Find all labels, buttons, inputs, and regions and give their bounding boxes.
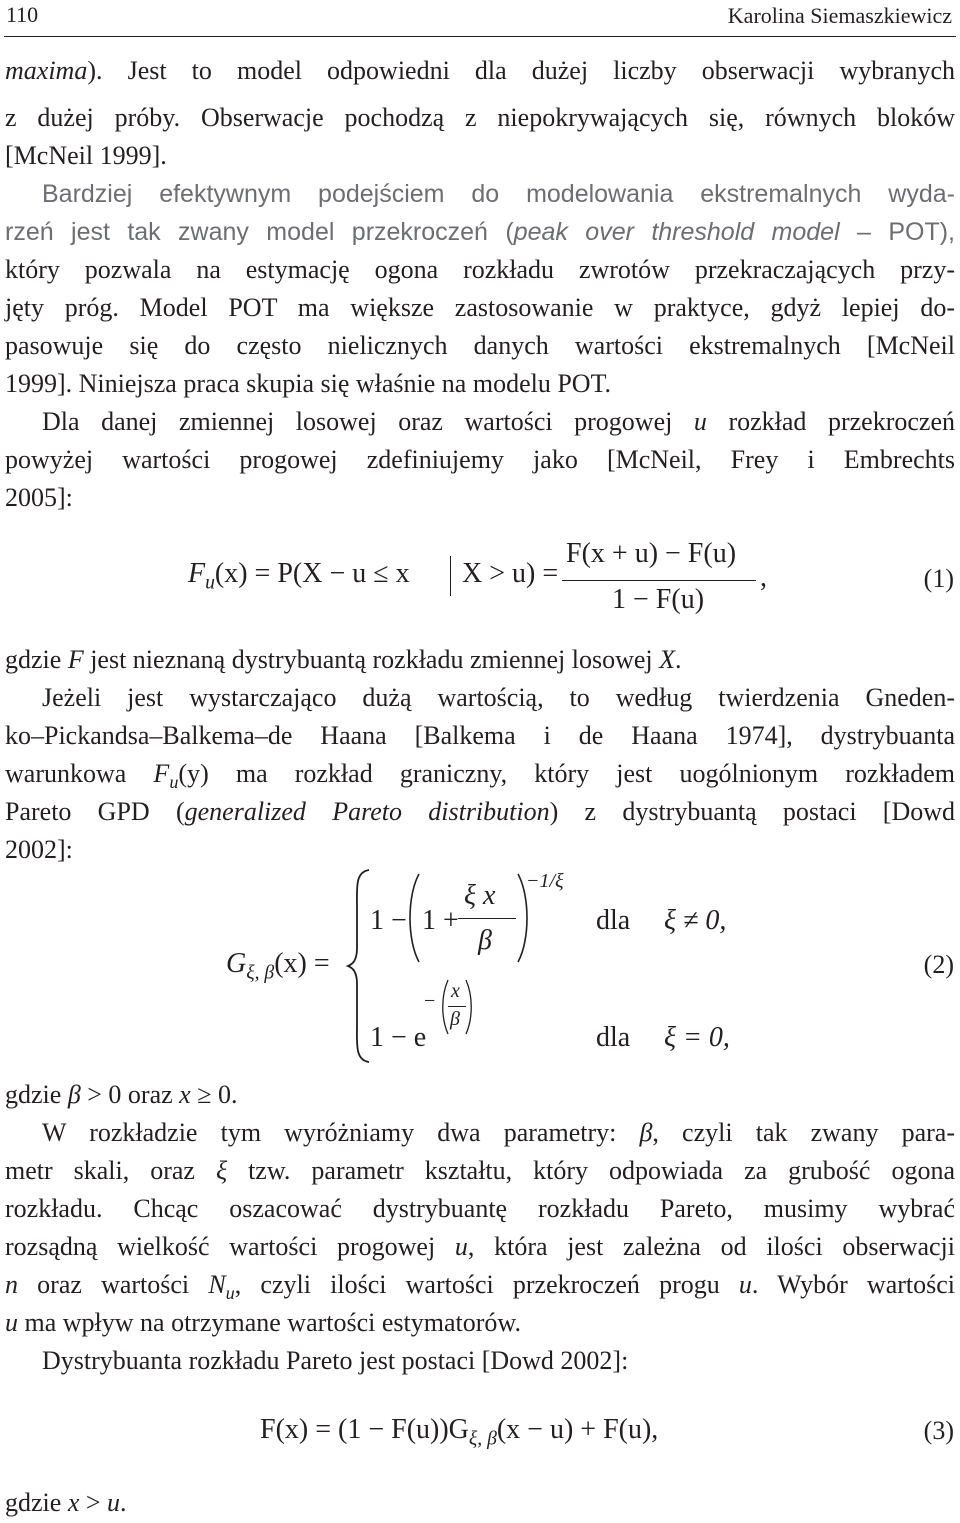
equation-number: (2) [923,950,954,979]
eq1-denominator: 1 − F(u) [612,584,705,615]
equation-number: (3) [923,1416,954,1445]
running-header [4,0,956,37]
italic-term: generalized Pareto distribution [184,797,550,826]
paragraph-line: gdzie F jest nieznaną dystrybuantą rozkładu zmiennej losowej X. [5,645,682,674]
paragraph-line: 2002]: [5,835,73,864]
paragraph-line: warunkowa $F_u(y)$ ma rozkład graniczny, który jest uogólnionym rozkładem [5,759,955,793]
paragraph-line: pasowuje się do często nielicznych danych wartości ekstremalnych [McNeil [5,331,955,360]
fraction-bar [562,580,756,581]
paragraph-line: maxima). Jest to model odpowiedni dla dużej liczby obserwacji wybranych [5,56,955,85]
paragraph-line: gdzie x > u. [5,1488,127,1517]
paragraph-line: Dla danej zmiennej losowej oraz wartości progowej u rozkład przekroczeń [42,407,955,436]
paragraph-line: 2005]: [5,483,73,512]
left-paren [440,978,450,1036]
italic-term: maxima [5,56,88,85]
eq1-numerator: F(x + u) − F(u) [566,538,737,569]
paragraph-line: rozsądną wielkość wartości progowej u, która jest zależna od ilości obserwacji [5,1232,955,1261]
document-page: 110 Karolina Siemaszkiewicz maxima). Jest to model odpowiedni dla dużej liczby obserwacji wybranych z dużej próby. Obserwacje pochodzą z niepokrywających się, równych bloków [McNeil 1999]. Bardziej efektywnym podejściem do modelowania ekstremalnych wyda- rzeń jest tak zwany model przekroczeń (peak over threshold model – POT), który pozwala na estymację ogona rozkładu zwrotów przekraczających przy- jęty próg. Model POT ma większe zastosowanie w praktyce, gdyż lepiej do- pasowuje się do często nielicznych danych wartości ekstremalnych [McNeil 1999]. Niniejsza praca skupia się właśnie na modelu POT. Dla danej zmiennej losowej oraz wartości progowej u rozkład przekroczeń powyżej wartości progowej zdefiniujemy jako [McNeil, Frey i Embrechts 2005]: $F_u(x) = P(X - u \le x$ X > u) = F(x + u) − F(u) 1 − F(u) , (1) gdzie F jest nieznaną dystrybuantą rozkładu zmiennej losowej X. Jeżeli jest wystarczająco dużą wartością, to według twierdzenia Gneden- ko–Pickandsa–Balkema–de Haana [Balkema i de Haana 1974], dystrybuanta warunkowa $F_u(y)$ ma rozkład graniczny, który jest uogólnionym rozkładem Pareto GPD (generalized Pareto distribution) z dystrybuantą postaci [Dowd 2002]: $G_{\xi, \beta}(x)$ = 1 − 1 + ξ x β −1/ξ dla ξ ≠ 0, 1 − e − x β dla ξ = 0, (2) gdzie β > 0 oraz x ≥ 0. W rozkładzie tym wyróżniamy dwa parametry: β, czyli tak zwany para- metr skali, oraz ξ tzw. parametr kształtu, który odpowiada za grubość ogona rozkładu. Chcąc oszacować dystrybuantę rozkładu Pareto, musimy wybrać rozsądną wielkość wartości progowej u, która jest zależna od ilości obserwacji n oraz wartości $N_u$, czyli ilości wartości przekroczeń progu u. Wybór wartości u ma wpływ na otrzymane wartości estymatorów. Dystrybuanta rozkładu Pareto jest postaci [Dowd 2002]: $F(x) = (1 - F(u))G_{\xi, \beta}(x - u) + F(u)$, (3) gdzie x > u. [0,0,960,1523]
exponent: −1/ξ [526,870,564,892]
paragraph-line: u ma wpływ na otrzymane wartości estymatorów. [5,1308,522,1337]
paragraph-line: [McNeil 1999]. [5,141,167,170]
fraction-bar [458,918,516,919]
italic-term: peak over threshold model [513,218,840,246]
equation-number: (1) [923,564,954,593]
paragraph-line: powyżej wartości progowej zdefiniujemy jako [McNeil, Frey i Embrechts [5,445,955,474]
running-author: Karolina Siemaszkiewicz [727,3,952,28]
paragraph-line: Pareto GPD (generalized Pareto distribution) z dystrybuantą postaci [Dowd [5,797,956,826]
eq1-condition: X > u) = [462,558,559,589]
paragraph-line: który pozwala na estymację ogona rozkładu zwrotów przekraczających przy- [5,255,955,284]
paragraph-line: ko–Pickandsa–Balkema–de Haana [Balkema i de Haana 1974], dystrybuanta [5,721,955,750]
page-number: 110 [6,2,39,27]
paragraph-line: Dystrybuanta rozkładu Pareto jest postaci [Dowd 2002]: [42,1346,629,1375]
eq2-lhs: $G_{\xi, \beta}(x)$ = [226,948,330,984]
eq1-lhs: $F_u(x) = P(X - u \le x$ [188,558,410,594]
paragraph-line: z dużej próby. Obserwacje pochodzą z niepokrywających się, równych bloków [5,103,955,132]
paragraph-line: n oraz wartości $N_u$, czyli ilości wartości przekroczeń progu u. Wybór wartości [5,1270,955,1304]
paragraph-line: metr skali, oraz ξ tzw. parametr kształtu, który odpowiada za grubość ogona [5,1156,955,1185]
left-brace [345,868,373,1064]
paragraph-line: rozkładu. Chcąc oszacować dystrybuantę rozkładu Pareto, musimy wybrać [5,1194,955,1223]
paragraph-line: 1999]. Niniejsza praca skupia się właśnie na modelu POT. [5,369,612,398]
paragraph-line: gdzie β > 0 oraz x ≥ 0. [5,1080,238,1109]
condition-bar [450,556,451,596]
eq3-body: $F(x) = (1 - F(u))G_{\xi, \beta}(x - u) + F(u)$, [260,1414,659,1450]
left-paren [405,872,421,964]
paragraph-line: W rozkładzie tym wyróżniamy dwa parametry: β, czyli tak zwany para- [42,1118,955,1147]
paragraph-line: rzeń jest tak zwany model przekroczeń (peak over threshold model – POT), [5,218,955,246]
paragraph-line: jęty próg. Model POT ma większe zastosowanie w praktyce, gdyż lepiej do- [5,293,955,322]
paragraph-line: Bardziej efektywnym podejściem do modelowania ekstremalnych wyda- [42,180,955,208]
paragraph-line: Jeżeli jest wystarczająco dużą wartością, to według twierdzenia Gneden- [42,683,955,712]
right-paren [464,978,474,1036]
